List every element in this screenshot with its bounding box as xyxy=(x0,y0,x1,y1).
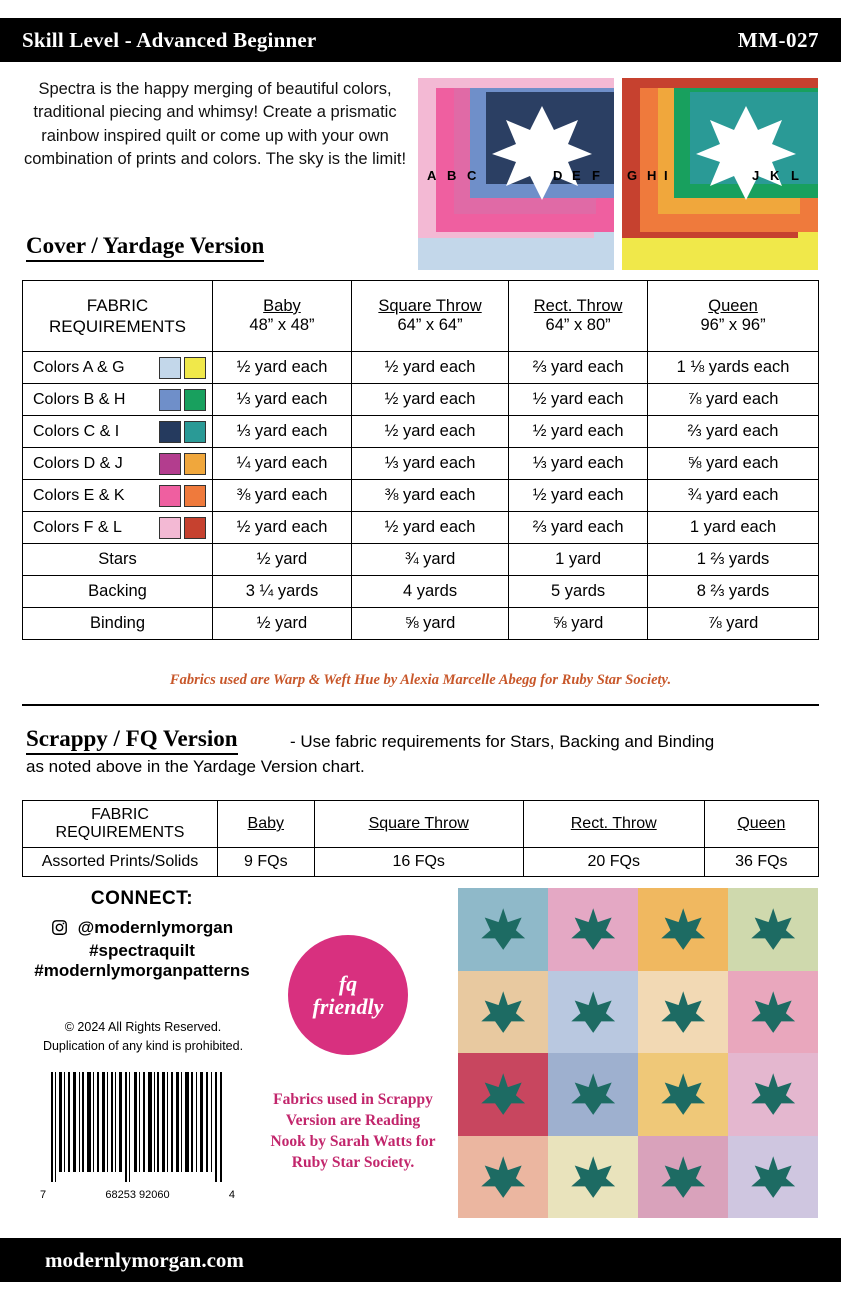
letter-A: A xyxy=(427,168,437,183)
table-row xyxy=(23,384,819,416)
color-swatch-j xyxy=(184,453,206,475)
table-row xyxy=(23,608,819,640)
letter-F: F xyxy=(592,168,600,183)
row-label-binding: Binding xyxy=(23,608,213,640)
cell-value: ⅔ yard each xyxy=(509,512,648,544)
letter-K: K xyxy=(770,168,780,183)
cell-value: 1 ⅛ yards each xyxy=(648,352,819,384)
cell-value: ½ yard xyxy=(213,544,352,576)
section-divider xyxy=(22,704,819,706)
barcode-left-digit: 7 xyxy=(40,1189,47,1201)
cell-value: 1 ⅔ yards xyxy=(648,544,819,576)
table-row xyxy=(23,801,819,848)
pattern-code: MM-027 xyxy=(737,27,819,52)
row-label-stars: Stars xyxy=(23,544,213,576)
scrappy-fabric-credit: Fabrics used in Scrappy Version are Reading Nook by Sarah Watts for Ruby Star Society. xyxy=(270,1091,436,1171)
quilt-block-cell xyxy=(728,1136,818,1219)
instagram-icon xyxy=(51,919,68,941)
cell-value: 36 FQs xyxy=(704,848,818,877)
cell-value: 4 yards xyxy=(351,576,508,608)
table-row xyxy=(23,544,819,576)
color-swatch-h xyxy=(184,389,206,411)
fq-row-label: Assorted Prints/Solids xyxy=(23,848,218,877)
cell-value: ⅞ yard each xyxy=(648,384,819,416)
quilt-block-cell xyxy=(638,1136,728,1219)
intro-paragraph: Spectra is the happy merging of beautiful colors, traditional piecing and whimsy! Create a prismatic rainbow inspired quilt or come up with your own combination of prints and colors. The sky is the limit! xyxy=(23,80,407,169)
quilt-block-cell xyxy=(728,1053,818,1136)
badge-line-1: fq xyxy=(338,970,358,996)
letter-J: J xyxy=(752,168,760,183)
cell-value: ⅜ yard each xyxy=(213,480,352,512)
letter-H: H xyxy=(647,168,657,183)
swatch-group xyxy=(159,389,206,411)
color-swatch-f xyxy=(159,517,181,539)
swatch-group xyxy=(159,421,206,443)
cell-value: ½ yard each xyxy=(509,384,648,416)
cell-value: ⅜ yard each xyxy=(351,480,508,512)
cell-value: ⅓ yard each xyxy=(351,448,508,480)
hashtag-spectraquilt: #spectraquilt xyxy=(89,941,195,960)
letter-B: B xyxy=(447,168,457,183)
quilt-block-cell xyxy=(728,888,818,971)
quilt-block-cell xyxy=(548,971,638,1054)
website-url: modernlymorgan.com xyxy=(45,1247,244,1272)
cell-value: ½ yard each xyxy=(351,352,508,384)
barcode-digits: 68253 92060 xyxy=(105,1189,170,1201)
fq-friendly-badge xyxy=(288,935,408,1055)
quilt-block-cell xyxy=(638,971,728,1054)
barcode-block xyxy=(40,1072,235,1207)
quilt-block-cell xyxy=(548,1136,638,1219)
row-label-colors-f-l: Colors F & L xyxy=(23,512,213,544)
cell-value: 20 FQs xyxy=(523,848,704,877)
barcode-numbers xyxy=(40,1189,235,1201)
corner-line-1: FABRIC xyxy=(86,295,149,315)
cell-value: ⅞ yard xyxy=(648,608,819,640)
row-label-backing: Backing xyxy=(23,576,213,608)
table-row xyxy=(23,480,819,512)
letter-D: D xyxy=(553,168,563,183)
copyright-line-1: © 2024 All Rights Reserved. xyxy=(64,1020,222,1034)
cell-value: 3 ¼ yards xyxy=(213,576,352,608)
table-row xyxy=(23,576,819,608)
color-swatch-a xyxy=(159,357,181,379)
quilt-block-cell xyxy=(458,1053,548,1136)
scrappy-quilt-photo xyxy=(458,888,818,1218)
fq-corner-label: FABRIC REQUIREMENTS xyxy=(23,801,218,848)
color-swatch-e xyxy=(159,485,181,507)
cell-value: ⅔ yard each xyxy=(509,352,648,384)
color-swatch-c xyxy=(159,421,181,443)
table-row xyxy=(23,448,819,480)
cell-value: ⅔ yard each xyxy=(648,416,819,448)
quilt-block-cell xyxy=(548,888,638,971)
instagram-row[interactable] xyxy=(22,918,262,941)
cell-value: ½ yard each xyxy=(213,352,352,384)
swatch-group xyxy=(159,453,206,475)
badge-line-2: friendly xyxy=(312,994,384,1019)
cover-version-heading: Cover / Yardage Version xyxy=(26,233,264,262)
connect-title: CONNECT: xyxy=(90,888,194,909)
cell-value: ⅝ yard xyxy=(351,608,508,640)
cell-value: ¼ yard each xyxy=(213,448,352,480)
header-bar xyxy=(0,18,841,62)
row-label-colors-e-k: Colors E & K xyxy=(23,480,213,512)
quilt-block-cell xyxy=(728,971,818,1054)
fq-requirements-table xyxy=(22,800,819,877)
cell-value: ⅝ yard xyxy=(509,608,648,640)
swatch-group xyxy=(159,357,206,379)
fq-column-baby: Baby xyxy=(218,801,315,848)
quilt-block-cell xyxy=(548,1053,638,1136)
connect-block xyxy=(22,888,262,981)
cell-value: 1 yard each xyxy=(648,512,819,544)
cell-value: ¾ yard each xyxy=(648,480,819,512)
scrappy-description-line2: as noted above in the Yardage Version chart. xyxy=(26,757,365,776)
cell-value: ⅝ yard each xyxy=(648,448,819,480)
cell-value: 1 yard xyxy=(509,544,648,576)
quilt-block-cell xyxy=(458,1136,548,1219)
table-row xyxy=(23,512,819,544)
column-header-square-throw: Square Throw 64” x 64” xyxy=(351,281,508,352)
row-label-colors-d-j: Colors D & J xyxy=(23,448,213,480)
table-row xyxy=(23,848,819,877)
color-swatch-k xyxy=(184,485,206,507)
quilt-block-cell xyxy=(638,888,728,971)
color-swatch-d xyxy=(159,453,181,475)
cell-value: ½ yard each xyxy=(213,512,352,544)
cell-value: 9 FQs xyxy=(218,848,315,877)
cell-value: ½ yard each xyxy=(351,416,508,448)
column-header-queen: Queen 96” x 96” xyxy=(648,281,819,352)
cell-value: ½ yard xyxy=(213,608,352,640)
scrappy-version-heading: Scrappy / FQ Version xyxy=(26,726,238,755)
corner-line-2: REQUIREMENTS xyxy=(49,317,186,336)
color-swatch-i xyxy=(184,421,206,443)
cell-value: ⅓ yard each xyxy=(509,448,648,480)
letter-E: E xyxy=(572,168,581,183)
column-header-baby: Baby 48” x 48” xyxy=(213,281,352,352)
color-letter-labels xyxy=(418,168,823,186)
skill-level-text: Skill Level - Advanced Beginner xyxy=(22,27,317,52)
yardage-requirements-table xyxy=(22,280,819,640)
letter-L: L xyxy=(791,168,799,183)
copyright-line-2: Duplication of any kind is prohibited. xyxy=(42,1038,244,1053)
color-swatch-b xyxy=(159,389,181,411)
footer-bar xyxy=(0,1238,841,1282)
scrappy-description-line1: - Use fabric requirements for Stars, Backing and Binding xyxy=(290,732,715,751)
row-label-colors-a-g: Colors A & G xyxy=(23,352,213,384)
cell-value: ⅓ yard each xyxy=(213,384,352,416)
fq-column-rect-throw: Rect. Throw xyxy=(523,801,704,848)
cell-value: ¾ yard xyxy=(351,544,508,576)
fq-column-queen: Queen xyxy=(704,801,818,848)
column-header-rect-throw: Rect. Throw 64” x 80” xyxy=(509,281,648,352)
cell-value: 8 ⅔ yards xyxy=(648,576,819,608)
color-swatch-l xyxy=(184,517,206,539)
cell-value: 5 yards xyxy=(509,576,648,608)
instagram-handle: @modernlymorgan xyxy=(77,918,234,937)
swatch-group xyxy=(159,485,206,507)
color-swatch-g xyxy=(184,357,206,379)
cell-value: ½ yard each xyxy=(351,512,508,544)
row-label-colors-c-i: Colors C & I xyxy=(23,416,213,448)
quilt-block-cell xyxy=(458,888,548,971)
fabric-credit-note: Fabrics used are Warp & Weft Hue by Alexia Marcelle Abegg for Ruby Star Society. xyxy=(169,672,672,688)
table-row xyxy=(23,416,819,448)
letter-C: C xyxy=(467,168,477,183)
cell-value: ⅓ yard each xyxy=(213,416,352,448)
fabric-requirements-corner xyxy=(23,281,213,352)
barcode-image xyxy=(49,1072,227,1182)
cell-value: ½ yard each xyxy=(509,480,648,512)
copyright-block xyxy=(18,1018,268,1056)
table-row xyxy=(23,352,819,384)
cell-value: ½ yard each xyxy=(509,416,648,448)
hashtag-modernlymorganpatterns: #modernlymorganpatterns xyxy=(34,961,250,980)
letter-G: G xyxy=(627,168,638,183)
barcode-right-digit: 4 xyxy=(228,1189,235,1201)
swatch-group xyxy=(159,517,206,539)
table-header-row xyxy=(23,281,819,352)
cell-value: 16 FQs xyxy=(314,848,523,877)
fq-column-square-throw: Square Throw xyxy=(314,801,523,848)
letter-I: I xyxy=(664,168,668,183)
row-label-colors-b-h: Colors B & H xyxy=(23,384,213,416)
quilt-block-cell xyxy=(638,1053,728,1136)
quilt-block-cell xyxy=(458,971,548,1054)
cell-value: ½ yard each xyxy=(351,384,508,416)
